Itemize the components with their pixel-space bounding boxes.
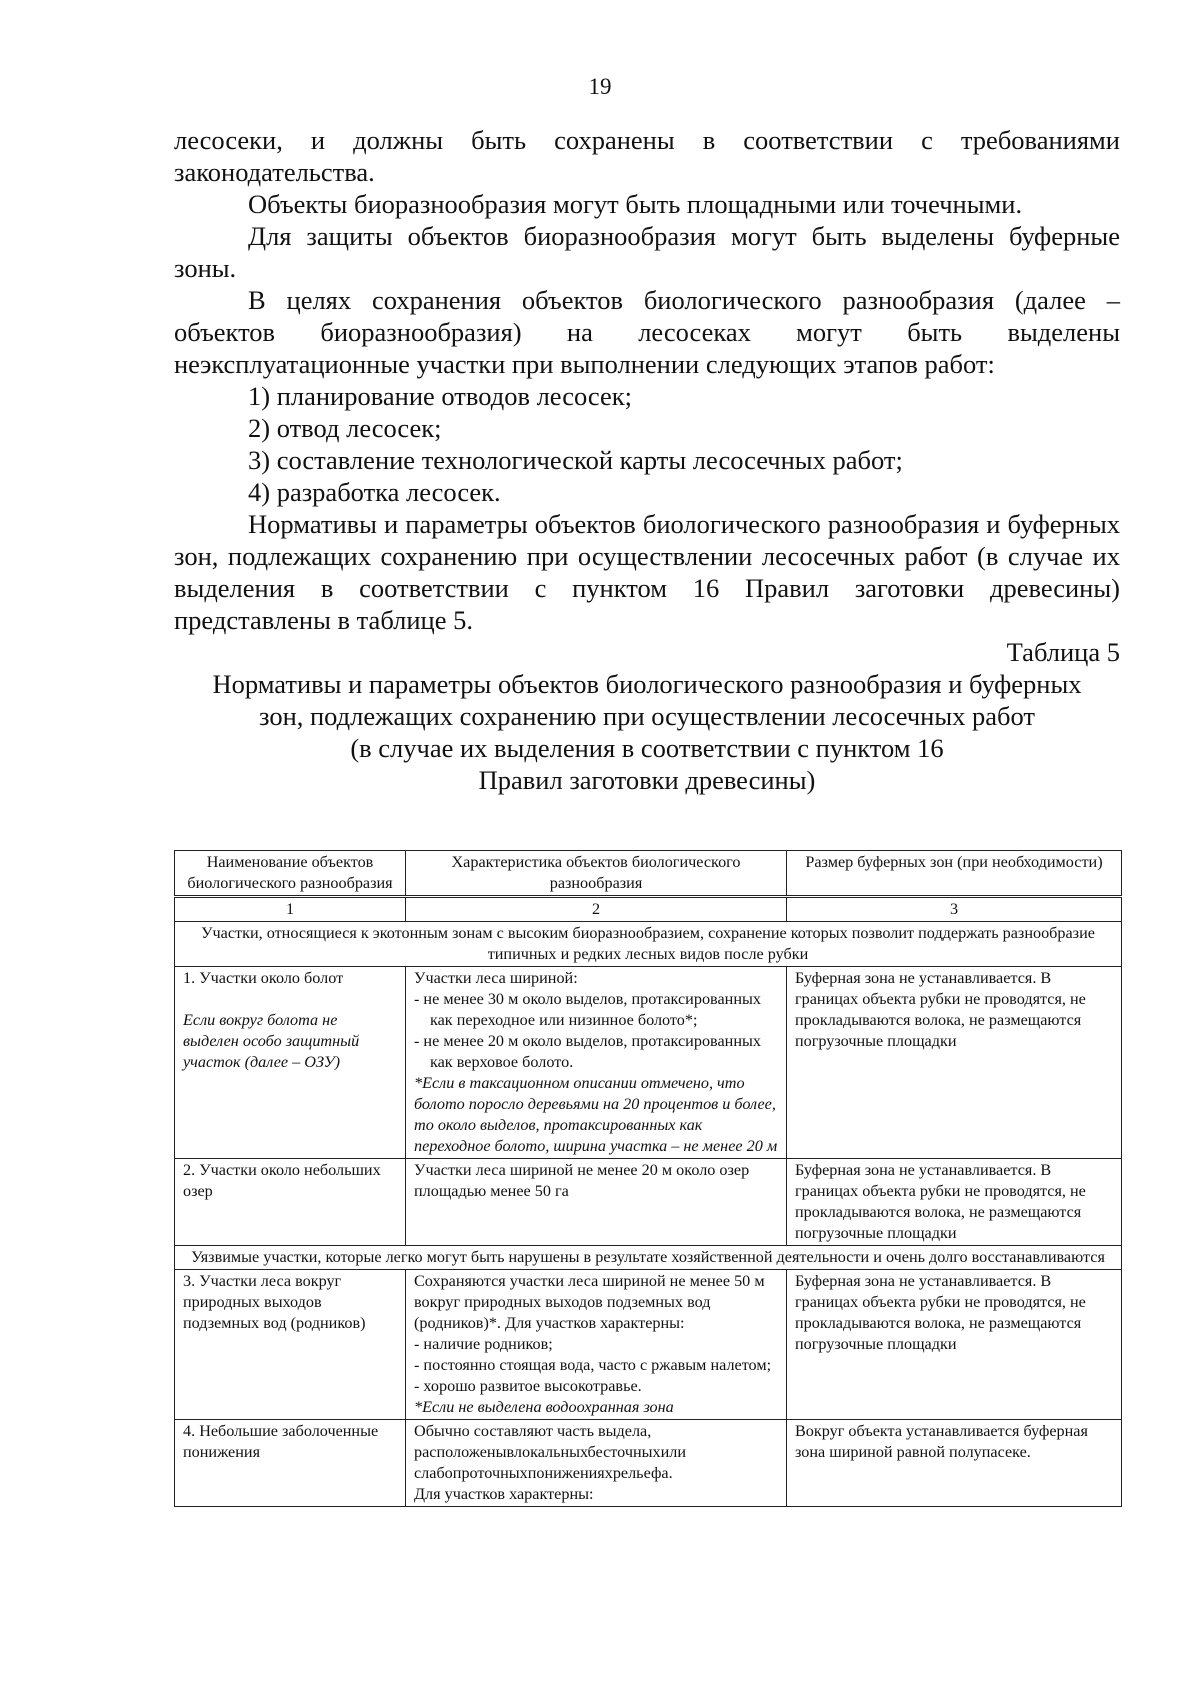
section-row <box>175 1246 1122 1270</box>
table-title-line: (в случае их выделения в соответствии с пунктом 16 <box>350 733 944 763</box>
list-item: 4) разработка лесосек. <box>248 477 501 507</box>
char-item: - хорошо развитое высокотравье. <box>414 1377 642 1395</box>
table-title-line: Нормативы и параметры объектов биологического разнообразия и буферных <box>212 669 1082 699</box>
row-buffer: Буферная зона не устанавливается. В границах объекта рубки не проводятся, не прокладываются волока, не размещаются погрузочные площадки <box>787 1270 1122 1420</box>
paragraph-continuation: лесосеки, и должны быть сохранены в соответствии с требованиями законодательства. <box>174 125 1120 187</box>
row-characteristic-cell <box>406 967 787 1159</box>
list-item: 2) отвод лесосек; <box>248 413 442 443</box>
section-heading: Уязвимые участки, которые легко могут быть нарушены в результате хозяйственной деятельности и очень долго восстанавливаются <box>175 1246 1122 1270</box>
section-row <box>175 922 1122 967</box>
column-number: 2 <box>406 897 787 922</box>
table-header-row <box>175 851 1122 897</box>
row-name: 3. Участки леса вокруг природных выходов подземных вод (родников) <box>175 1270 406 1420</box>
char-item: - не менее 30 м около выделов, протаксированных как переходное или низинное болото*; <box>414 990 761 1029</box>
norms-table <box>174 850 1122 1507</box>
column-number: 1 <box>175 897 406 922</box>
section-heading: Участки, относящиеся к экотонным зонам с высоким биоразнообразием, сохранение которых позволит поддержать разнообразие типичных и редких лесных видов после рубки <box>175 922 1122 967</box>
body-text <box>174 124 1120 796</box>
char-intro: Сохраняются участки леса шириной не менее 50 м вокруг природных выходов подземных вод (родников)*. Для участков характерны: <box>414 1272 765 1332</box>
header-col-name: Наименование объектов биологического разнообразия <box>175 851 406 897</box>
row-note: Если вокруг болота не выделен особо защитный участок (далее – ОЗУ) <box>183 1011 360 1071</box>
table-title-line: зон, подлежащих сохранению при осуществлении лесосечных работ <box>259 701 1035 731</box>
row-buffer: Буферная зона не устанавливается. В границах объекта рубки не проводятся, не прокладываются волока, не размещаются погрузочные площадки <box>787 967 1122 1159</box>
char-item: - постоянно стоящая вода, часто с ржавым налетом; <box>414 1356 772 1374</box>
table-row <box>175 967 1122 1159</box>
table-row <box>175 1420 1122 1507</box>
char-intro: Обычно составляют часть выдела, расположенывлокальныхбесточныхили слабопроточныхпониженияхрельефа. <box>414 1422 687 1482</box>
page-number: 19 <box>588 74 612 99</box>
table-row <box>175 1270 1122 1420</box>
paragraph-norms: Нормативы и параметры объектов биологического разнообразия и буферных зон, подлежащих сохранению при осуществлении лесосечных работ (в случае их выделения в соответствии с пунктом 16 Правил заготовки древесины) представлены в таблице 5. <box>174 509 1120 635</box>
row-buffer: Буферная зона не устанавливается. В границах объекта рубки не проводятся, не прокладываются волока, не размещаются погрузочные площадки <box>787 1159 1122 1246</box>
table-row <box>175 1159 1122 1246</box>
row-name: 2. Участки около небольших озер <box>175 1159 406 1246</box>
column-number: 3 <box>787 897 1122 922</box>
char-footnote: *Если не выделена водоохранная зона <box>414 1398 674 1416</box>
row-buffer: Вокруг объекта устанавливается буферная зона шириной равной полупасеке. <box>787 1420 1122 1507</box>
row-name: 1. Участки около болот <box>183 969 344 987</box>
char-footnote: *Если в таксационном описании отмечено, что болото поросло деревьями на 20 процентов и более, то около выделов, протаксированных как переходное болото, ширина участка – не менее 20 м <box>414 1074 778 1155</box>
list-item: 3) составление технологической карты лесосечных работ; <box>248 445 903 475</box>
header-col-characteristic: Характеристика объектов биологического разнообразия <box>406 851 787 897</box>
char-item: Для участков характерны: <box>414 1485 594 1503</box>
row-characteristic-cell <box>406 1270 787 1420</box>
paragraph-buffer-zones: Для защиты объектов биоразнообразия могут быть выделены буферные зоны. <box>174 221 1120 283</box>
char-item: - наличие родников; <box>414 1335 553 1353</box>
char-item: - не менее 20 м около выделов, протаксированных как верховое болото. <box>414 1032 761 1071</box>
row-name-cell <box>175 967 406 1159</box>
header-col-buffer: Размер буферных зон (при необходимости) <box>787 851 1122 897</box>
row-characteristic: Участки леса шириной не менее 20 м около озер площадью менее 50 га <box>406 1159 787 1246</box>
table-title-line: Правил заготовки древесины) <box>478 765 816 795</box>
char-intro: Участки леса шириной: <box>414 969 578 987</box>
row-name: 4. Небольшие заболоченные понижения <box>175 1420 406 1507</box>
paragraph-objects: Объекты биоразнообразия могут быть площадными или точечными. <box>248 189 1023 219</box>
paragraph-goals: В целях сохранения объектов биологического разнообразия (далее – объектов биоразнообразия) на лесосеках могут быть выделены неэксплуатационные участки при выполнении следующих этапов работ: <box>174 285 1120 379</box>
column-number-row <box>175 897 1122 922</box>
table-number-label: Таблица 5 <box>1006 637 1120 667</box>
list-item: 1) планирование отводов лесосек; <box>248 381 632 411</box>
row-characteristic-cell <box>406 1420 787 1507</box>
